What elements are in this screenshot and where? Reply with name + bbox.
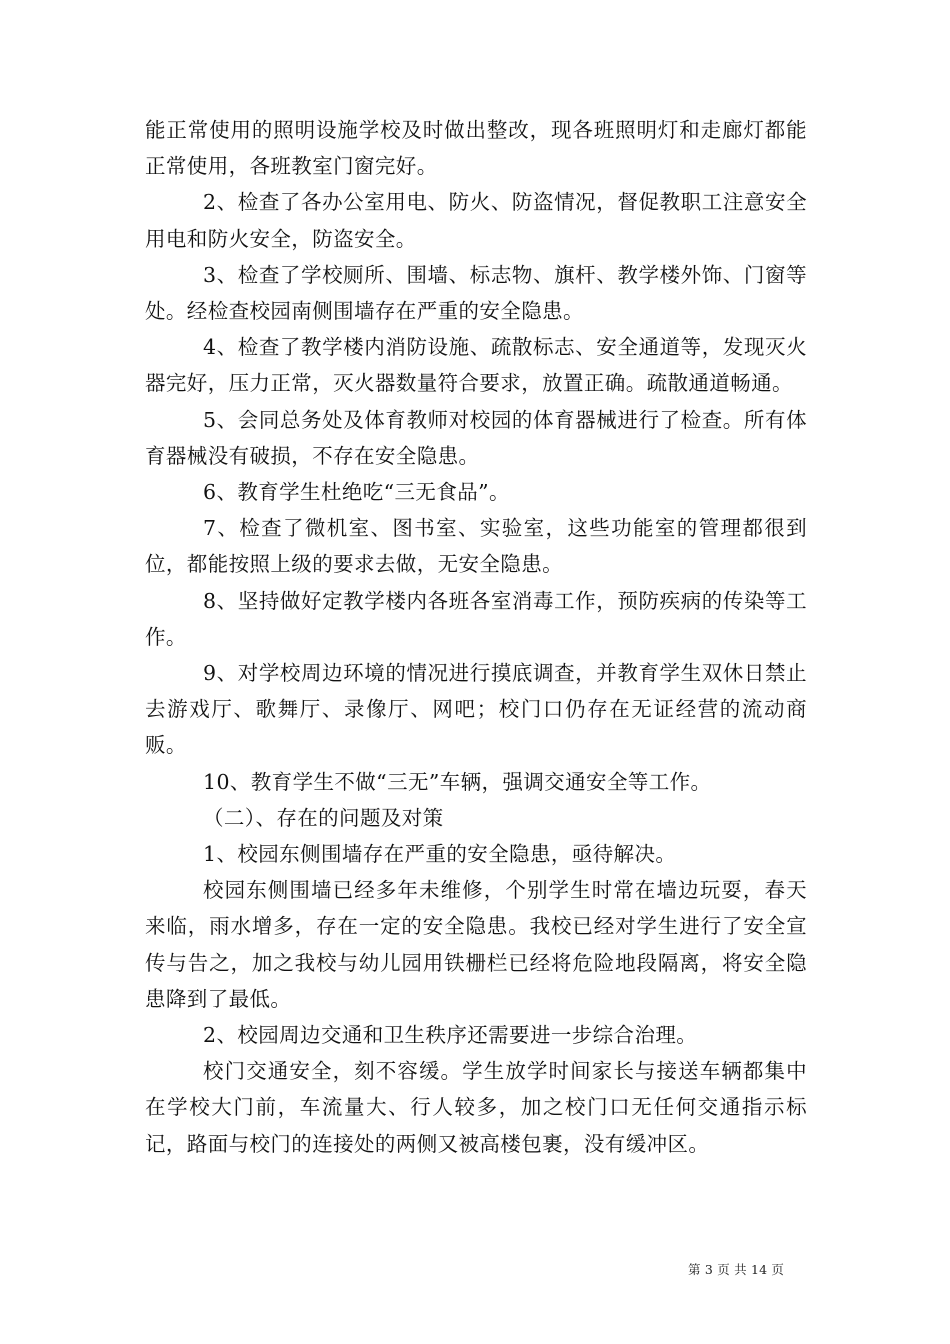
paragraph-4: 4、检查了教学楼内消防设施、疏散标志、安全通道等，发现灭火器完好，压力正常，灭火器数量符合要求，放置正确。疏散通道畅通。: [145, 335, 807, 396]
paragraph-issue-1-detail: 校园东侧围墙已经多年未维修，个别学生时常在墙边玩耍，春天来临，雨水增多，存在一定的安全隐患。我校已经对学生进行了安全宣传与告之，加之我校与幼儿园用铁栅栏已经将危险地段隔离，将安全隐患降到了最低。: [145, 878, 807, 1011]
paragraph-7: 7、检查了微机室、图书室、实验室，这些功能室的管理都很到位，都能按照上级的要求去做，无安全隐患。: [145, 516, 807, 577]
paragraph-issue-2: 2、校园周边交通和卫生秩序还需要进一步综合治理。: [203, 1023, 698, 1048]
paragraph-6: 6、教育学生杜绝吃“三无食品”。: [203, 480, 510, 505]
section-heading: （二）、存在的问题及对策: [203, 805, 444, 830]
page-number-footer: 第 3 页 共 14 页: [688, 1262, 785, 1277]
paragraph-issue-1: 1、校园东侧围墙存在严重的安全隐患，亟待解决。: [203, 842, 677, 867]
paragraph-8: 8、坚持做好定教学楼内各班各室消毒工作，预防疾病的传染等工作。: [145, 588, 807, 649]
paragraph-9: 9、对学校周边环境的情况进行摸底调查，并教育学生双休日禁止去游戏厅、歌舞厅、录像厅、网吧；校门口仍存在无证经营的流动商贩。: [145, 661, 807, 758]
paragraph-10: 10、教育学生不做“三无”车辆，强调交通安全等工作。: [203, 769, 712, 794]
paragraph-3: 3、检查了学校厕所、围墙、标志物、旗杆、教学楼外饰、门窗等处。经检查校园南侧围墙存在严重的安全隐患。: [145, 262, 807, 324]
document-body: [145, 112, 807, 1162]
paragraph-issue-2-detail: 校门交通安全，刻不容缓。学生放学时间家长与接送车辆都集中在学校大门前，车流量大、行人较多，加之校门口无任何交通指示标记，路面与校门的连接处的两侧又被高楼包裹，没有缓冲区。: [145, 1059, 807, 1156]
paragraph-5: 5、会同总务处及体育教师对校园的体育器械进行了检查。所有体育器械没有破损，不存在安全隐患。: [145, 407, 807, 468]
paragraph-1: 能正常使用的照明设施学校及时做出整改，现各班照明灯和走廊灯都能正常使用，各班教室门窗完好。: [145, 118, 807, 179]
paragraph-2: 2、检查了各办公室用电、防火、防盗情况，督促教职工注意安全用电和防火安全，防盗安全。: [145, 190, 807, 251]
